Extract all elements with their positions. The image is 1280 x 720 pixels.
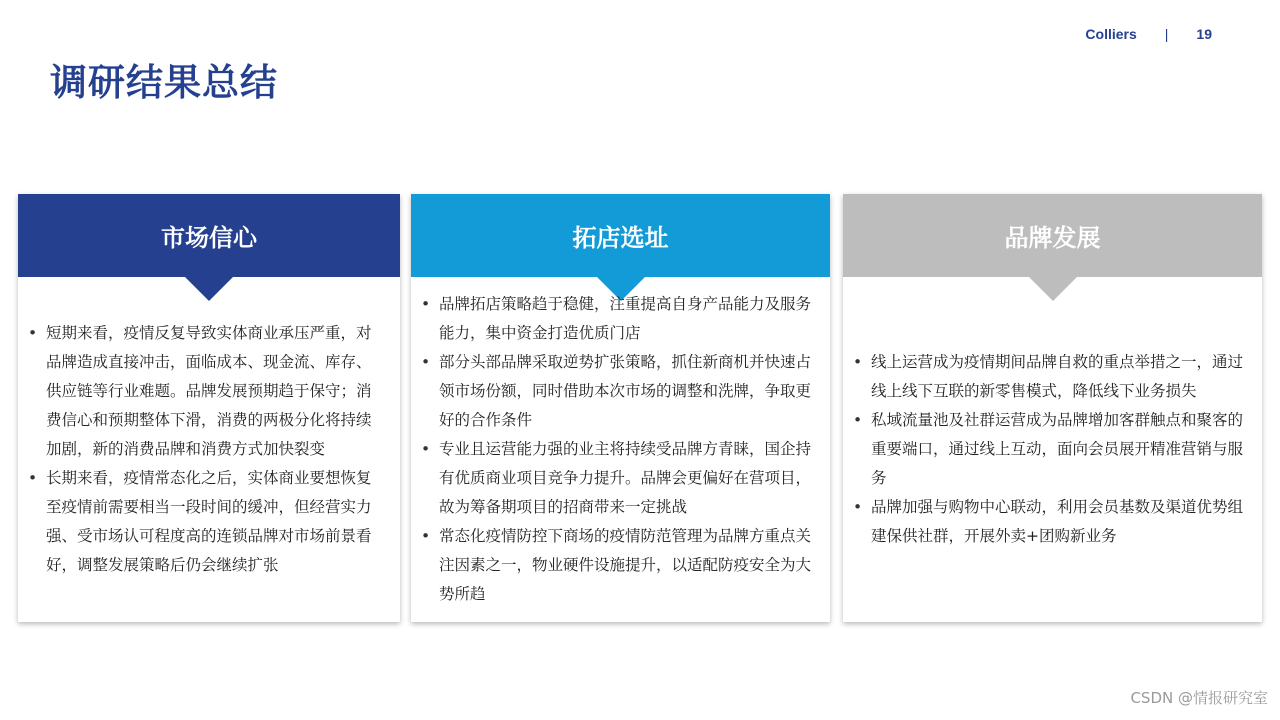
bullet-item: • 线上运营成为疫情期间品牌自救的重点举措之一，通过线上线下互联的新零售模式，降低线下业务损失	[851, 348, 1244, 406]
page-title: 调研结果总结	[50, 61, 278, 104]
card-header-brand-development: 品牌发展	[843, 194, 1262, 277]
card-market-confidence	[18, 194, 400, 622]
watermark: CSDN @情报研究室	[1130, 689, 1268, 707]
bullet-list	[26, 319, 382, 580]
bullet-item: • 私域流量池及社群运营成为品牌增加客群触点和聚客的重要端口，通过线上互动，面向会员展开精准营销与服务	[851, 406, 1244, 493]
bullet-item: • 短期来看，疫情反复导致实体商业承压严重，对品牌造成直接冲击，面临成本、现金流、库存、供应链等行业难题。品牌发展预期趋于保守；消费信心和预期整体下滑，消费的两极分化将持续加剧，新的消费品牌和消费方式加快裂变	[26, 319, 382, 464]
header-divider: |	[1164, 26, 1169, 42]
bullet-item: • 长期来看，疫情常态化之后，实体商业要想恢复至疫情前需要相当一段时间的缓冲，但经营实力强、受市场认可程度高的连锁品牌对市场前景看好，调整发展策略后仍会继续扩张	[26, 464, 382, 580]
card-store-expansion	[411, 194, 830, 622]
card-body-market-confidence	[18, 277, 400, 622]
card-header-market-confidence: 市场信心	[18, 194, 400, 277]
bullet-item: • 常态化疫情防控下商场的疫情防范管理为品牌方重点关注因素之一，物业硬件设施提升，以适配防疫安全为大势所趋	[419, 522, 812, 609]
bullet-item: • 专业且运营能力强的业主将持续受品牌方青睐，国企持有优质商业项目竞争力提升。品牌会更偏好在营项目，故为筹备期项目的招商带来一定挑战	[419, 435, 812, 522]
bullet-list	[419, 290, 812, 609]
page-number: 19	[1196, 26, 1212, 42]
bullet-list	[851, 348, 1244, 551]
bullet-item: • 品牌拓店策略趋于稳健，注重提高自身产品能力及服务能力，集中资金打造优质门店	[419, 290, 812, 348]
bullet-item: • 部分头部品牌采取逆势扩张策略，抓住新商机并快速占领市场份额，同时借助本次市场的调整和洗牌，争取更好的合作条件	[419, 348, 812, 435]
brand-logo-text: Colliers	[1085, 26, 1137, 42]
card-header-store-expansion: 拓店选址	[411, 194, 830, 277]
bullet-item: • 品牌加强与购物中心联动，利用会员基数及渠道优势组建保供社群，开展外卖+团购新业务	[851, 493, 1244, 551]
card-body-store-expansion	[411, 277, 830, 622]
card-body-brand-development	[843, 277, 1262, 622]
card-brand-development	[843, 194, 1262, 622]
brand-header	[1085, 26, 1212, 42]
